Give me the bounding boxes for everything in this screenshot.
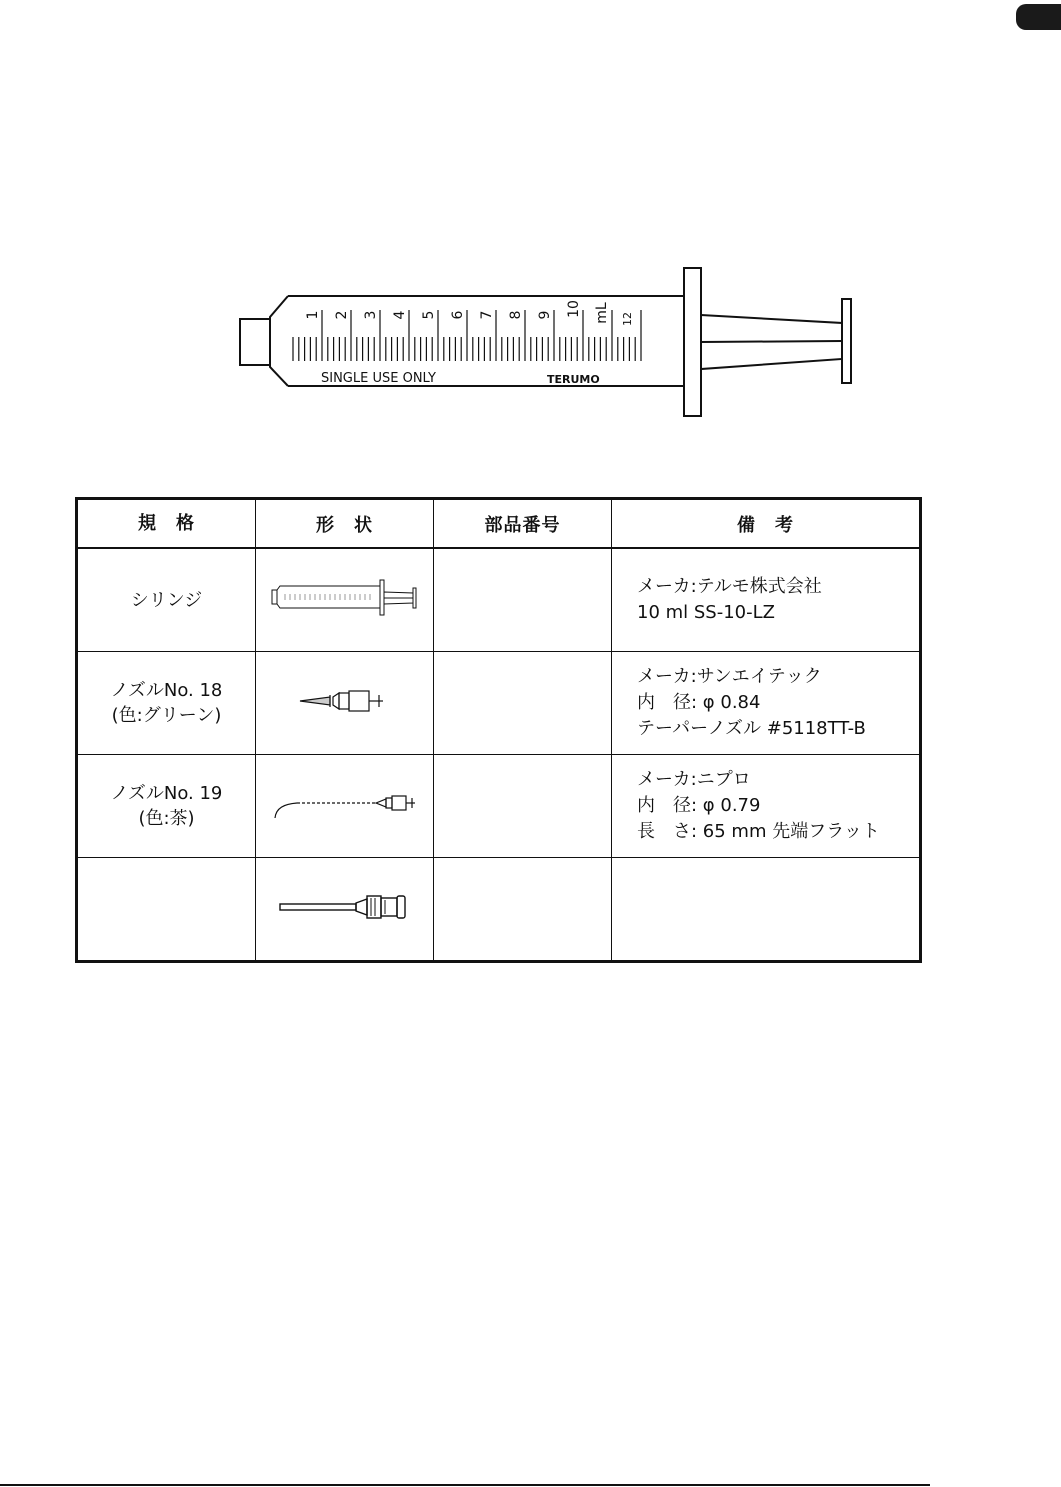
- scale-unit: mL: [594, 302, 610, 324]
- cell-part-number: [434, 858, 612, 962]
- scale-number-3: 3: [363, 310, 379, 320]
- footer-rule: [0, 1484, 930, 1486]
- table-row: [77, 858, 921, 962]
- scale-number-12: 12: [621, 312, 634, 326]
- cell-part-number: [434, 755, 612, 858]
- spec-line: シリンジ: [130, 589, 203, 611]
- cell-spec: [77, 652, 256, 755]
- note-line: 長 さ: 65 mm 先端フラット: [637, 821, 880, 842]
- note-line: 内 径: φ 0.79: [637, 795, 761, 816]
- syringe-icon: [270, 578, 420, 618]
- section-tab-marker: [1016, 4, 1061, 30]
- bent-needle-icon: [272, 784, 417, 824]
- table-row: [77, 548, 921, 652]
- spec-line: ノズルNo. 18: [110, 680, 223, 701]
- cell-notes: [612, 652, 921, 755]
- cell-spec: [77, 858, 256, 962]
- note-line: 10 ml SS-10-LZ: [637, 602, 775, 623]
- cell-part-number: [434, 652, 612, 755]
- table-row: [77, 755, 921, 858]
- scale-number-4: 4: [392, 310, 408, 320]
- cell-notes: [612, 858, 921, 962]
- spec-line: (色:グリーン): [111, 705, 222, 726]
- scale-number-8: 8: [508, 310, 524, 320]
- cell-shape: [256, 652, 434, 755]
- taper-nozzle-icon: [295, 686, 395, 716]
- header-notes: 備 考: [612, 499, 921, 549]
- header-part-number: 部品番号: [434, 499, 612, 549]
- note-line: メーカ:サンエイテック: [637, 666, 822, 687]
- scale-number-10: 10: [566, 300, 582, 318]
- syringe-illustration: [236, 265, 856, 425]
- scale-number-6: 6: [450, 310, 466, 320]
- scale-number-5: 5: [421, 310, 437, 320]
- cell-shape: [256, 755, 434, 858]
- spec-line: ノズルNo. 19: [110, 783, 223, 804]
- table-row: [77, 652, 921, 755]
- scale-number-9: 9: [537, 310, 553, 320]
- header-spec: 規 格: [77, 499, 256, 549]
- spec-line: (色:茶): [138, 808, 195, 829]
- spec-table: [75, 497, 922, 963]
- note-line: テーパーノズル #5118TT-B: [637, 718, 866, 739]
- note-line: メーカ:テルモ株式会社: [637, 576, 822, 597]
- cell-spec: [77, 548, 256, 652]
- cell-shape: [256, 548, 434, 652]
- cell-part-number: [434, 548, 612, 652]
- table-header-row: [77, 499, 921, 549]
- scale-number-1: 1: [305, 310, 321, 320]
- scale-number-7: 7: [479, 310, 495, 320]
- straight-needle-icon: [277, 889, 412, 925]
- scale-number-2: 2: [334, 310, 350, 320]
- single-use-label: SINGLE USE ONLY: [321, 371, 437, 386]
- cell-shape: [256, 858, 434, 962]
- note-line: メーカ:ニプロ: [637, 769, 751, 790]
- brand-label: TERUMO: [547, 373, 600, 386]
- header-shape: 形 状: [256, 499, 434, 549]
- cell-notes: [612, 548, 921, 652]
- note-line: 内 径: φ 0.84: [637, 692, 761, 713]
- cell-spec: [77, 755, 256, 858]
- cell-notes: [612, 755, 921, 858]
